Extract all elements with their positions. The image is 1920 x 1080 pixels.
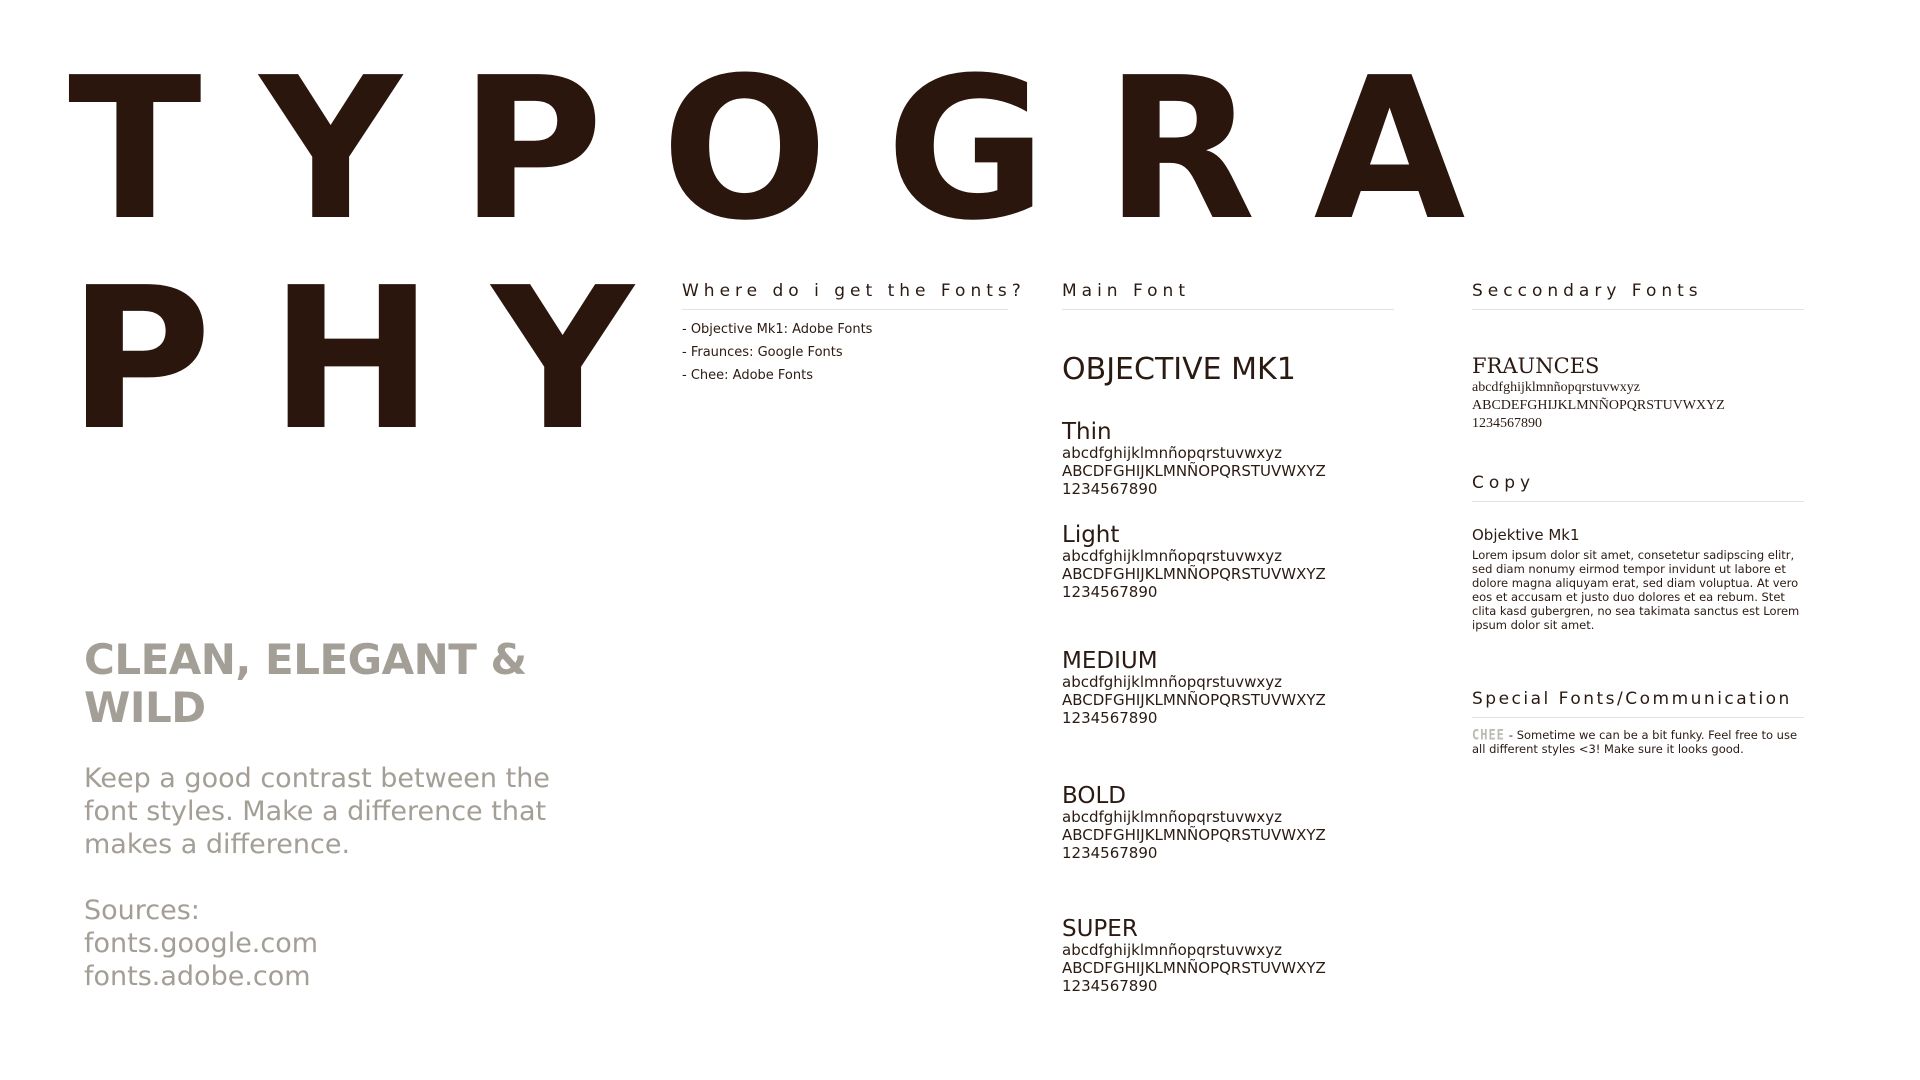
weight-name: Light (1062, 522, 1120, 548)
secondary-font-name: FRAUNCES (1472, 354, 1600, 378)
sample-uppercase: ABCDFGHIJKLMNÑOPQRSTUVWXYZ (1062, 565, 1326, 583)
page-title-line-2: PHY (68, 246, 692, 474)
sample-digits: 1234567890 (1062, 709, 1158, 727)
copy-body: Lorem ipsum dolor sit amet, consetetur sadipscing elitr, sed diam nonumy eirmod tempor invidunt ut labore et dolore magna aliquyam erat, sed diam voluptua. At vero eos et accusam et justo duo dolores et ea rebum. Stet clita kasd gubergren, no sea takimata sanctus est Lorem ipsum dolor sit amet. (1472, 548, 1800, 632)
weight-name: Thin (1062, 419, 1112, 445)
sample-uppercase: ABCDFGHIJKLMNÑOPQRSTUVWXYZ (1062, 691, 1326, 709)
sample-lowercase: abcdfghijklmnñopqrstuvwxyz (1062, 941, 1282, 959)
weight-thin-block (1062, 420, 1326, 498)
weight-medium-block (1062, 649, 1326, 727)
copy-title: Objektive Mk1 (1472, 526, 1580, 544)
sample-lowercase: abcdfghijklmnñopqrstuvwxyz (1062, 444, 1282, 462)
main-font-name: OBJECTIVE MK1 (1062, 352, 1296, 387)
weight-name: MEDIUM (1062, 648, 1158, 674)
source-link-adobe[interactable]: fonts.adobe.com (84, 961, 311, 992)
list-item: - Objective Mk1: Adobe Fonts (682, 322, 873, 337)
sample-uppercase: ABCDEFGHIJKLMNÑOPQRSTUVWXYZ (1472, 398, 1725, 413)
sample-lowercase: abcdfghijklmnñopqrstuvwxyz (1062, 808, 1282, 826)
main-font-header: Main Font (1062, 281, 1394, 310)
copy-header: Copy (1472, 473, 1804, 502)
sample-uppercase: ABCDFGHIJKLMNÑOPQRSTUVWXYZ (1062, 826, 1326, 844)
weight-light-block (1062, 523, 1326, 601)
sample-lowercase: abcdfghijklmnñopqrstuvwxyz (1062, 547, 1282, 565)
sample-digits: 1234567890 (1062, 480, 1158, 498)
weight-super-block (1062, 917, 1326, 995)
weight-name: BOLD (1062, 783, 1127, 809)
sample-digits: 1234567890 (1062, 977, 1158, 995)
chee-font-sample: CHEE (1472, 726, 1505, 744)
special-fonts-text: - Sometime we can be a bit funky. Feel free to use all different styles <3! Make sure it looks good. (1472, 728, 1798, 756)
sample-uppercase: ABCDFGHIJKLMNÑOPQRSTUVWXYZ (1062, 462, 1326, 480)
page-title-line-1: TYPOGRA (68, 36, 1524, 264)
sample-digits: 1234567890 (1062, 583, 1158, 601)
where-list (682, 318, 872, 387)
list-item: - Fraunces: Google Fonts (682, 345, 843, 360)
where-header: Where do i get the Fonts? (682, 281, 1008, 310)
special-fonts-note (1472, 728, 1802, 756)
source-link-google[interactable]: fonts.google.com (84, 928, 319, 959)
list-item: - Chee: Adobe Fonts (682, 368, 813, 383)
weight-name: SUPER (1062, 916, 1138, 942)
special-fonts-header: Special Fonts/Communication (1472, 689, 1804, 718)
sources-label: Sources: (84, 895, 200, 926)
sample-digits: 1234567890 (1472, 416, 1542, 431)
sample-uppercase: ABCDFGHIJKLMNÑOPQRSTUVWXYZ (1062, 959, 1326, 977)
weight-bold-block (1062, 784, 1326, 862)
secondary-samples (1472, 379, 1725, 433)
description: Keep a good contrast between the font styles. Make a difference that makes a difference. (84, 763, 550, 860)
sample-digits: 1234567890 (1062, 844, 1158, 862)
secondary-fonts-header: Seccondary Fonts (1472, 281, 1804, 310)
sources-block (84, 894, 318, 993)
sample-lowercase: abcdfghijklmnñopqrstuvwxyz (1062, 673, 1282, 691)
sample-lowercase: abcdfghijklmnñopqrstuvwxyz (1472, 380, 1640, 395)
tagline: CLEAN, ELEGANT & WILD (84, 635, 527, 732)
